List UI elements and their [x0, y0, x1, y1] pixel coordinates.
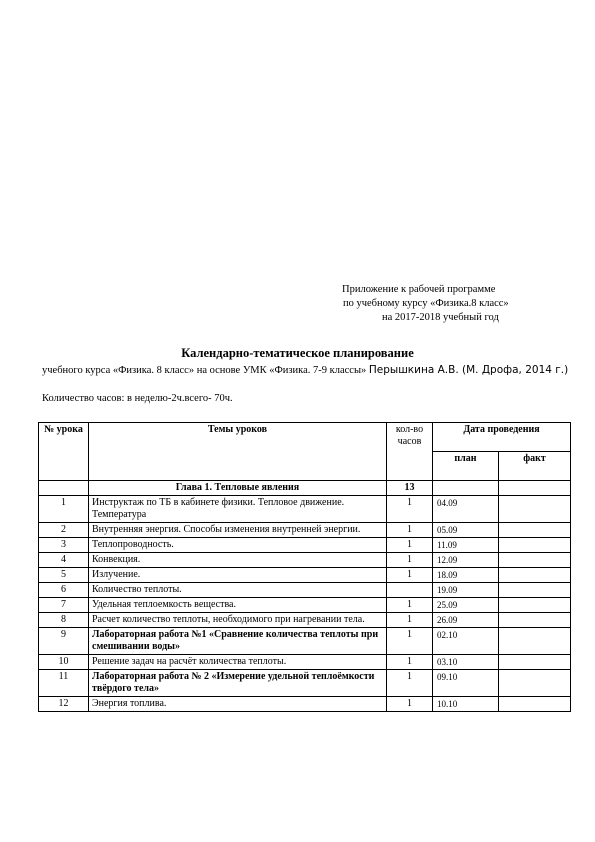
lesson-topic: Удельная теплоемкость вещества. [89, 598, 387, 613]
lesson-number: 12 [39, 697, 89, 712]
appendix-line-3: на 2017-2018 учебный год [382, 312, 499, 323]
table-row [39, 598, 571, 613]
lesson-number: 1 [39, 496, 89, 523]
lesson-plan-date: 03.10 [433, 655, 499, 670]
table-row [39, 568, 571, 583]
lesson-hours: 1 [387, 628, 433, 655]
lesson-fact-date [499, 697, 571, 712]
document-title: Календарно-тематическое планирование [181, 346, 414, 360]
lesson-plan-date: 12.09 [433, 553, 499, 568]
lesson-topic: Внутренняя энергия. Способы изменения внутренней энергии. [89, 523, 387, 538]
lesson-fact-date [499, 538, 571, 553]
appendix-note [320, 283, 570, 325]
lesson-number: 8 [39, 613, 89, 628]
lesson-topic: Теплопроводность. [89, 538, 387, 553]
lesson-plan-date: 11.09 [433, 538, 499, 553]
lesson-plan-date: 26.09 [433, 613, 499, 628]
table-row [39, 670, 571, 697]
lesson-hours: 1 [387, 538, 433, 553]
course-subtitle [42, 363, 572, 378]
table-row [39, 523, 571, 538]
table-row [39, 628, 571, 655]
lesson-topic: Количество теплоты. [89, 583, 387, 598]
lesson-plan-date: 02.10 [433, 628, 499, 655]
lesson-fact-date [499, 628, 571, 655]
lesson-fact-date [499, 583, 571, 598]
header-plan: план [433, 452, 499, 481]
lesson-fact-date [499, 670, 571, 697]
table-row [39, 496, 571, 523]
chapter-hours: 13 [387, 481, 433, 496]
lesson-hours: 1 [387, 670, 433, 697]
lesson-topic: Лабораторная работа №1 «Сравнение количества теплоты при смешивании воды» [89, 628, 387, 655]
lesson-topic: Лабораторная работа № 2 «Измерение удельной теплоёмкости твёрдого тела» [89, 670, 387, 697]
appendix-line-1: Приложение к рабочей программе [342, 284, 496, 295]
lesson-hours: 1 [387, 598, 433, 613]
lesson-number: 6 [39, 583, 89, 598]
lesson-number: 2 [39, 523, 89, 538]
lesson-plan-date: 04.09 [433, 496, 499, 523]
lesson-plan-date: 18.09 [433, 568, 499, 583]
lesson-plan-date: 19.09 [433, 583, 499, 598]
lesson-fact-date [499, 568, 571, 583]
lesson-topic: Излучение. [89, 568, 387, 583]
table-row [39, 538, 571, 553]
lesson-number: 7 [39, 598, 89, 613]
lesson-plan-date: 10.10 [433, 697, 499, 712]
appendix-line-2: по учебному курсу «Физика.8 класс» [343, 298, 509, 309]
lesson-fact-date [499, 496, 571, 523]
lesson-topic: Решение задач на расчёт количества теплоты. [89, 655, 387, 670]
lesson-fact-date [499, 553, 571, 568]
table-row [39, 655, 571, 670]
lesson-hours: 1 [387, 568, 433, 583]
lesson-number: 3 [39, 538, 89, 553]
hours-line: Количество часов: в неделю-2ч.всего- 70ч. [42, 393, 233, 404]
lesson-hours [387, 583, 433, 598]
table-row [39, 697, 571, 712]
lesson-plan-date: 09.10 [433, 670, 499, 697]
lesson-fact-date [499, 613, 571, 628]
lesson-hours: 1 [387, 523, 433, 538]
lesson-hours: 1 [387, 655, 433, 670]
lesson-fact-date [499, 655, 571, 670]
lesson-number: 9 [39, 628, 89, 655]
table-row [39, 583, 571, 598]
chapter-num-cell [39, 481, 89, 496]
subtitle-course: учебного курса «Физика. 8 класс» на основе УМК «Физика. 7-9 классы» [42, 365, 369, 376]
chapter-fact-cell [499, 481, 571, 496]
lesson-topic: Конвекция. [89, 553, 387, 568]
header-date: Дата проведения [433, 423, 571, 452]
header-number: № урока [39, 423, 89, 481]
chapter-plan-cell [433, 481, 499, 496]
lesson-topic: Энергия топлива. [89, 697, 387, 712]
lesson-hours: 1 [387, 697, 433, 712]
header-fact: факт [499, 452, 571, 481]
table-row [39, 553, 571, 568]
lesson-hours: 1 [387, 553, 433, 568]
schedule-table [38, 422, 571, 712]
lesson-plan-date: 25.09 [433, 598, 499, 613]
lesson-number: 4 [39, 553, 89, 568]
chapter-row [39, 481, 571, 496]
lesson-rows [39, 496, 571, 712]
subtitle-author: Перышкина А.В. (М. Дрофа, 2014 г.) [368, 364, 569, 376]
lesson-fact-date [499, 598, 571, 613]
table-header-row [39, 423, 571, 452]
lesson-number: 5 [39, 568, 89, 583]
header-topic: Темы уроков [89, 423, 387, 481]
lesson-hours: 1 [387, 613, 433, 628]
lesson-plan-date: 05.09 [433, 523, 499, 538]
header-hours: кол-во часов [387, 423, 433, 481]
lesson-topic: Инструктаж по ТБ в кабинете физики. Тепловое движение. Температура [89, 496, 387, 523]
lesson-number: 10 [39, 655, 89, 670]
chapter-title: Глава 1. Тепловые явления [89, 481, 387, 496]
lesson-hours: 1 [387, 496, 433, 523]
lesson-number: 11 [39, 670, 89, 697]
table-row [39, 613, 571, 628]
lesson-fact-date [499, 523, 571, 538]
lesson-topic: Расчет количество теплоты, необходимого при нагревании тела. [89, 613, 387, 628]
